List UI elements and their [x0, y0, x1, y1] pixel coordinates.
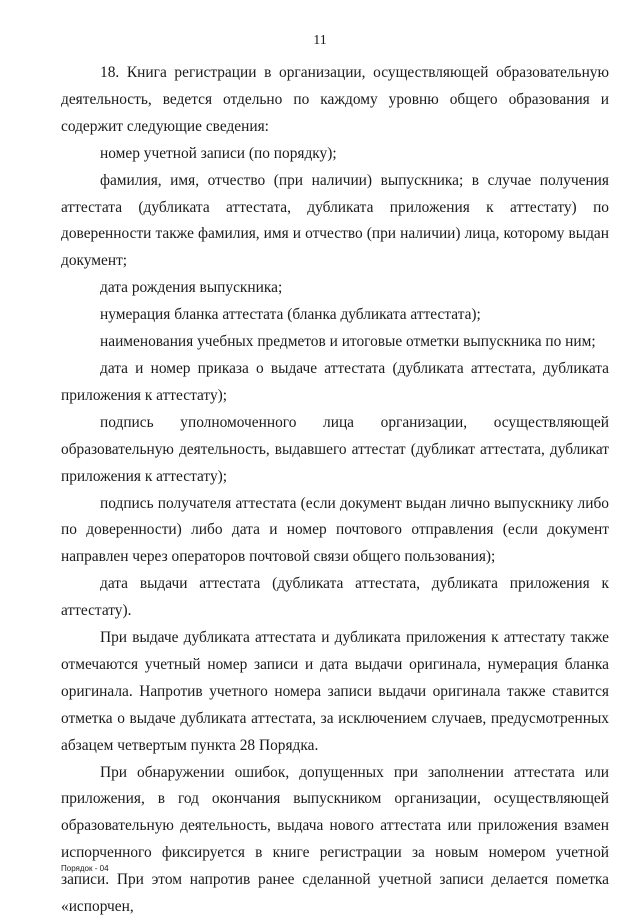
paragraph-18-intro: 18. Книга регистрации в организации, осуществляющей образовательную деятельность, ведется отдельно по каждому уровню общего образования и содержит следующие сведения:: [61, 64, 609, 135]
paragraph-error-correction: При обнаружении ошибок, допущенных при заполнении аттестата или приложения, в год окончания выпускником организации, осуществляющей образовательную деятельность, выдача нового аттестата или приложения взамен испорченного фиксируется в книге регистрации за новым номером учетной записи. При этом напротив ранее сделанной учетной записи делается пометка «испорчен,: [61, 763, 609, 916]
list-item-birth-date: дата рождения выпускника;: [100, 279, 283, 297]
paragraph-duplicate-issue: При выдаче дубликата аттестата и дубликата приложения к аттестату также отмечаются учетный номер записи и дата выдачи оригинала, нумерация бланка оригинала. Напротив учетного номера записи выдачи оригинала также ставится отметка о выдаче дубликата аттестата, за исключением случаев, предусмотренных абзацем четвертым пункта 28 Порядка.: [61, 629, 609, 754]
list-item-record-number: номер учетной записи (по порядку);: [100, 144, 337, 162]
list-item-issue-date: дата выдачи аттестата (дубликата аттестата, дубликата приложения к аттестату).: [61, 575, 609, 620]
footer-label: Порядок - 04: [61, 864, 109, 873]
list-item-recipient-signature: подпись получателя аттестата (если документ выдан лично выпускнику либо по доверенности) либо дата и номер почтового отправления (если документ направлен через операторов почтовой связи общего пользования);: [61, 494, 609, 566]
list-item-issuer-signature: подпись уполномоченного лица организации, осуществляющей образовательную деятельность, выдавшего аттестат (дубликат аттестата, дубликат приложения к аттестату);: [61, 413, 609, 485]
page-number: 11: [313, 33, 327, 48]
document-body: [61, 60, 609, 921]
list-item-blank-number: нумерация бланка аттестата (бланка дубликата аттестата);: [100, 306, 481, 324]
list-item-graduate-name: фамилия, имя, отчество (при наличии) выпускника; в случае получения аттестата (дубликата аттестата, дубликата приложения к аттестату) по доверенности также фамилия, имя и отчество (при наличии) лица, которому выдан документ;: [61, 171, 609, 270]
list-item-order-details: дата и номер приказа о выдаче аттестата (дубликата аттестата, дубликата приложения к аттестату);: [61, 359, 609, 404]
list-item-subjects-grades: наименования учебных предметов и итоговые отметки выпускника по ним;: [100, 333, 596, 351]
